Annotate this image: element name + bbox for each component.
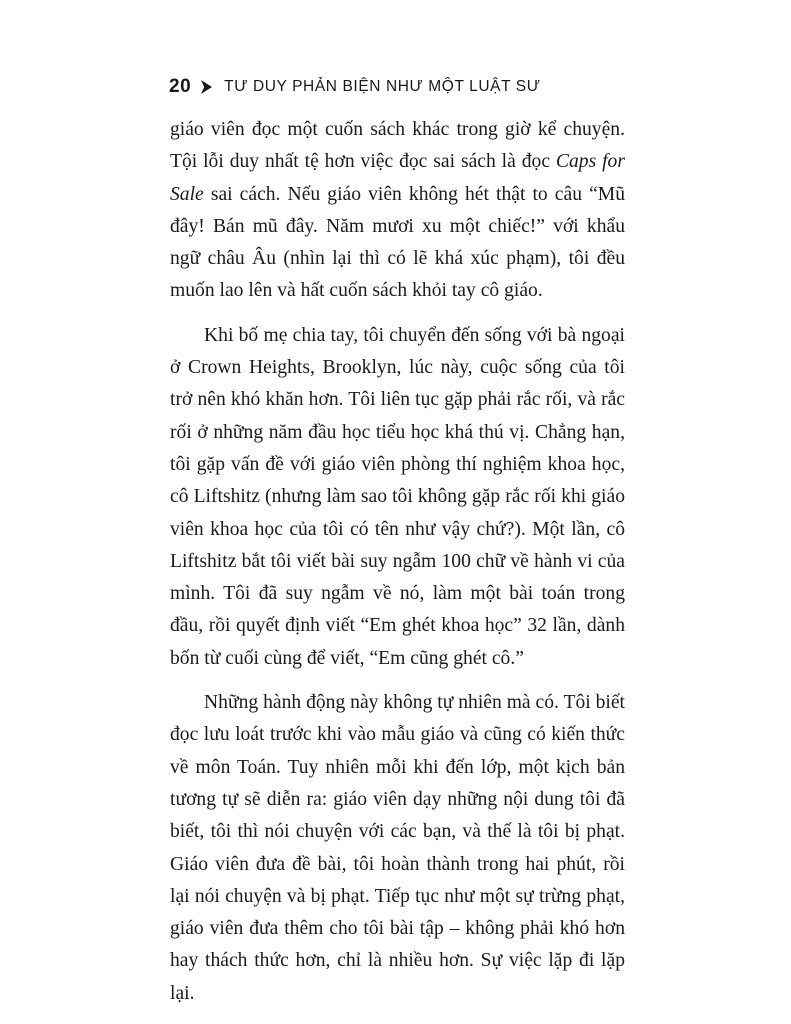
book-title-emphasis: Caps for Sale [170,151,625,205]
paragraph-1-text-end: sai cách. Nếu giáo viên không hét thật to câu “Mũ đây! Bán mũ đây. Năm mươi xu một chiếc!” với khẩu ngữ châu Âu (nhìn lại thì có lẽ khá xúc phạm), tôi đều muốn lao lên và hất cuốn sách khỏi tay cô giáo. [170,183,625,302]
paragraph-3: Những hành động này không tự nhiên mà có. Tôi biết đọc lưu loát trước khi vào mẫu giáo và cũng có kiến thức về môn Toán. Tuy nhiên mỗi khi đến lớp, một kịch bản tương tự sẽ diễn ra: giáo viên dạy những nội dung tôi đã biết, tôi thì nói chuyện với các bạn, và thế là tôi bị phạt. Giáo viên đưa đề bài, tôi hoàn thành trong hai phút, rồi lại nói chuyện và bị phạt. Tiếp tục như một sự trừng phạt, giáo viên đưa thêm cho tôi bài tập – không phải khó hơn hay thách thức hơn, chỉ là nhiều hơn. Sự việc lặp đi lặp lại. [170,692,625,1004]
paragraph-2: Khi bố mẹ chia tay, tôi chuyển đến sống với bà ngoại ở Crown Heights, Brooklyn, lúc này, cuộc sống của tôi trở nên khó khăn hơn. Tôi liên tục gặp phải rắc rối, và rắc rối ở những năm đầu học tiểu học khá thú vị. Chẳng hạn, tôi gặp vấn đề với giáo viên phòng thí nghiệm khoa học, cô Liftshitz (nhưng làm sao tôi không gặp rắc rối khi giáo viên khoa học của tôi có tên như vậy chứ?). Một lần, cô Liftshitz bắt tôi viết bài suy ngẫm 100 chữ về hành vi của mình. Tôi đã suy ngẫm về nó, làm một bài toán trong đầu, rồi quyết định viết “Em ghét khoa học” 32 lần, dành bốn từ cuối cùng để viết, “Em cũng ghét cô.” [170,324,625,669]
book-title: TƯ DUY PHẢN BIỆN NHƯ MỘT LUẬT SƯ [224,78,541,95]
arrow-right-icon [201,80,212,94]
running-header [169,72,541,102]
page-number: 20 [169,76,192,97]
body-text [170,114,625,1022]
paragraph-1-text-start: giáo viên đọc một cuốn sách khác trong giờ kể chuyện. Tội lỗi duy nhất tệ hơn việc đọc sai sách là đọc [170,119,625,173]
paragraph-1 [170,114,625,308]
